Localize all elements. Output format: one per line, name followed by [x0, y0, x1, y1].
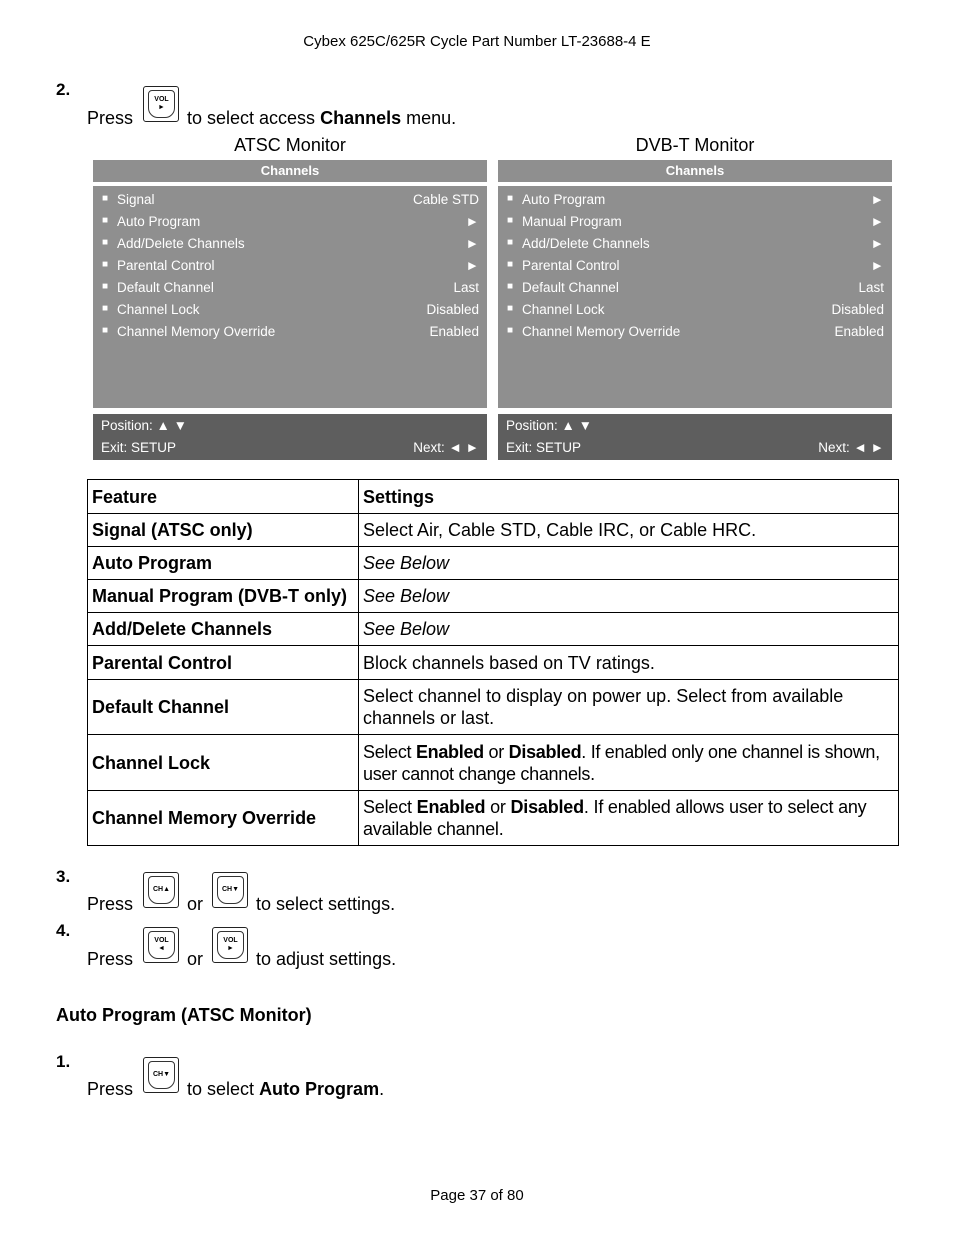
- step-instruction: to select Auto Program.: [187, 1079, 385, 1099]
- menu-item: ■ Default Channel Last: [507, 280, 884, 295]
- menu-item: ■ Auto Program ►: [102, 214, 479, 229]
- page-header: Cybex 625C/625R Cycle Part Number LT-23688-4 E: [303, 33, 651, 50]
- menu-item: ■ Auto Program ►: [507, 192, 884, 207]
- menu-item: ■ Manual Program ►: [507, 214, 884, 229]
- ch-down-button-icon: CH▼: [143, 1057, 179, 1093]
- menu-item: ■ Parental Control ►: [507, 258, 884, 273]
- menu-footer: [93, 414, 487, 460]
- or-label: or: [187, 949, 204, 969]
- setting-cell: See Below: [359, 580, 899, 613]
- atsc-monitor-title: ATSC Monitor: [234, 135, 346, 155]
- step-instruction: to adjust settings.: [256, 949, 397, 969]
- dvbt-channels-menu: [498, 160, 892, 460]
- feature-cell: Parental Control: [88, 646, 359, 680]
- step-number: 4.: [56, 921, 71, 940]
- position-hint: Position: ▲ ▼: [101, 418, 188, 433]
- atsc-channels-menu: [93, 160, 487, 460]
- menu-item: ■ Default Channel Last: [102, 280, 479, 295]
- step-press-label: Press: [87, 894, 134, 914]
- step-press-label: Press: [87, 1079, 134, 1099]
- or-label: or: [187, 894, 204, 914]
- menu-body: [93, 186, 487, 408]
- step-number: 3.: [56, 867, 71, 886]
- next-hint: Next: ◄ ►: [413, 440, 479, 455]
- table-row: [88, 680, 899, 735]
- table-row: [88, 580, 899, 613]
- next-hint: Next: ◄ ►: [818, 440, 884, 455]
- table-row: [88, 791, 899, 846]
- setting-cell: Select Enabled or Disabled. If enabled only one channel is shown, user cannot change channels.: [359, 735, 899, 791]
- feature-cell: Signal (ATSC only): [88, 514, 359, 547]
- step-instruction: to select settings.: [256, 894, 396, 914]
- position-hint: Position: ▲ ▼: [506, 418, 593, 433]
- menu-item: ■ Channel Lock Disabled: [102, 302, 479, 317]
- page-footer: Page 37 of 80: [430, 1187, 524, 1204]
- vol-right-button-icon: VOL ►: [143, 86, 179, 122]
- menu-item: ■ Add/Delete Channels ►: [102, 236, 479, 251]
- feature-cell: Manual Program (DVB-T only): [88, 580, 359, 613]
- setting-cell: See Below: [359, 547, 899, 580]
- menu-item: ■ Channel Lock Disabled: [507, 302, 884, 317]
- menu-item: ■ Signal Cable STD: [102, 192, 479, 207]
- step-press-label: Press: [87, 949, 134, 969]
- menu-title: Channels: [498, 160, 892, 182]
- setting-cell: Select channel to display on power up. Select from available channels or last.: [359, 680, 899, 735]
- vol-left-button-icon: VOL ◄: [143, 927, 179, 963]
- menu-footer: [498, 414, 892, 460]
- feature-cell: Auto Program: [88, 547, 359, 580]
- table-row: [88, 514, 899, 547]
- ch-up-button-icon: CH▲: [143, 872, 179, 908]
- step-number: 2.: [56, 80, 71, 99]
- menu-item: ■ Channel Memory Override Enabled: [507, 324, 884, 339]
- step-instruction: to select access Channels menu.: [187, 108, 457, 128]
- feature-cell: Add/Delete Channels: [88, 613, 359, 646]
- exit-hint: Exit: SETUP: [506, 440, 582, 455]
- setting-cell: Select Air, Cable STD, Cable IRC, or Cable HRC.: [359, 514, 899, 547]
- ch-down-button-icon: CH▼: [212, 872, 248, 908]
- table-row: [88, 646, 899, 680]
- feature-cell: Channel Memory Override: [88, 791, 359, 846]
- setting-cell: Select Enabled or Disabled. If enabled allows user to select any available channel.: [359, 791, 899, 846]
- menu-body: [498, 186, 892, 408]
- dvbt-monitor-title: DVB-T Monitor: [635, 135, 755, 155]
- exit-hint: Exit: SETUP: [101, 440, 177, 455]
- table-row: [88, 735, 899, 791]
- feature-cell: Channel Lock: [88, 735, 359, 791]
- table-row: [88, 613, 899, 646]
- menu-title: Channels: [93, 160, 487, 182]
- menu-item: ■ Add/Delete Channels ►: [507, 236, 884, 251]
- table-header-row: [88, 480, 899, 514]
- table-row: [88, 547, 899, 580]
- vol-right-button-icon: VOL ►: [212, 927, 248, 963]
- menu-item: ■ Channel Memory Override Enabled: [102, 324, 479, 339]
- table-header-cell: Feature: [88, 480, 359, 514]
- step-number: 1.: [56, 1052, 71, 1071]
- setting-cell: Block channels based on TV ratings.: [359, 646, 899, 680]
- feature-settings-table: [87, 479, 899, 846]
- setting-cell: See Below: [359, 613, 899, 646]
- menu-item: ■ Parental Control ►: [102, 258, 479, 273]
- section-title: Auto Program (ATSC Monitor): [56, 1005, 312, 1025]
- table-header-cell: Settings: [359, 480, 899, 514]
- step-press-label: Press: [87, 108, 134, 128]
- feature-cell: Default Channel: [88, 680, 359, 735]
